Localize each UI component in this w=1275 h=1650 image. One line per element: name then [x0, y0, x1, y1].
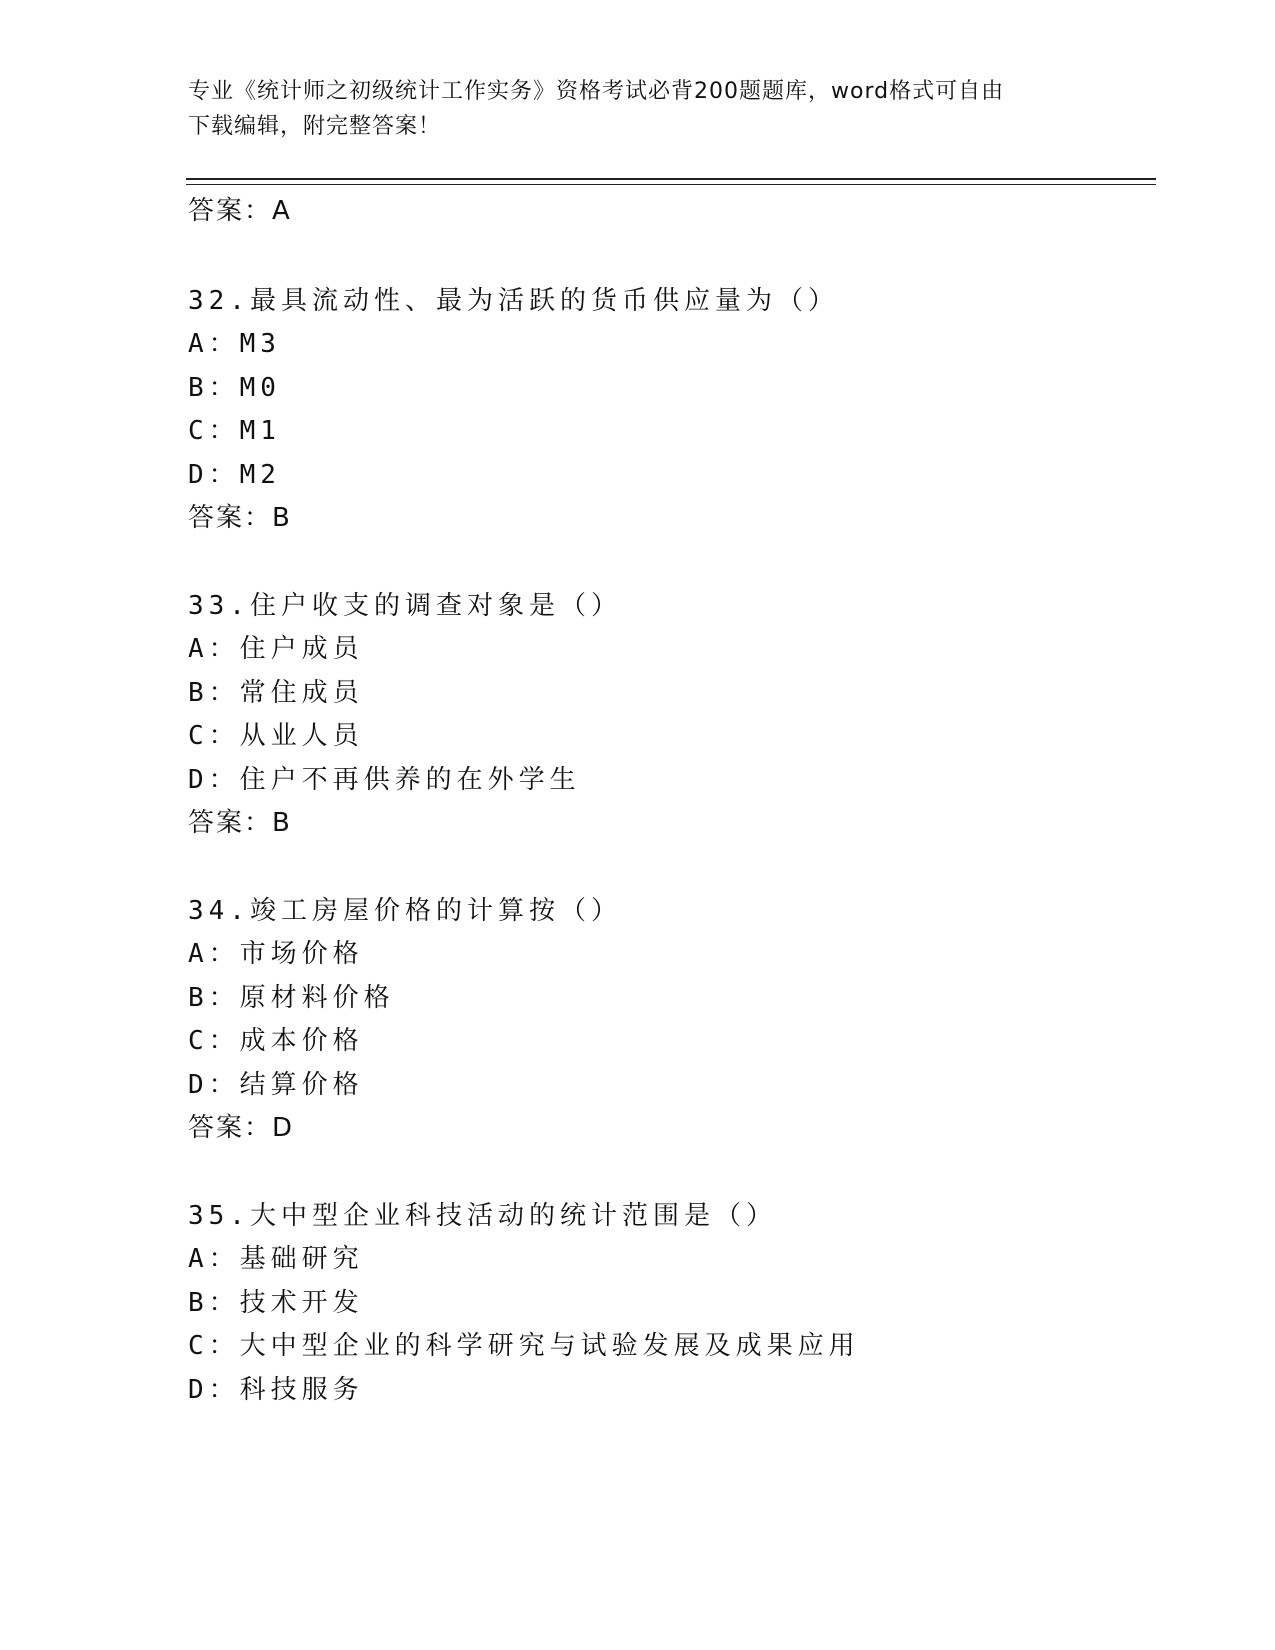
- question-35-option-d: D：科技服务: [188, 1375, 364, 1405]
- answer-34: 答案：D: [188, 1113, 295, 1143]
- question-35-option-b: B：技术开发: [188, 1288, 364, 1318]
- header-divider-thick: [186, 178, 1156, 180]
- question-33-option-b: B：常住成员: [188, 678, 364, 708]
- answer-33: 答案：B: [188, 808, 292, 838]
- header-line-1: 专业《统计师之初级统计工作实务》资格考试必背200题题库，word格式可自由: [188, 79, 1005, 104]
- question-32-option-b: B：M0: [188, 373, 281, 403]
- question-35: 35.大中型企业科技活动的统计范围是（）: [188, 1201, 777, 1231]
- question-35-option-c: C：大中型企业的科学研究与试验发展及成果应用: [188, 1331, 860, 1361]
- answer-32: 答案：B: [188, 503, 292, 533]
- header-divider-thin: [186, 184, 1156, 185]
- question-34: 34.竣工房屋价格的计算按（）: [188, 896, 622, 926]
- question-34-option-c: C：成本价格: [188, 1026, 364, 1056]
- question-34-option-b: B：原材料价格: [188, 983, 395, 1013]
- question-33-option-c: C：从业人员: [188, 721, 364, 751]
- header-line-2: 下载编辑，附完整答案！: [188, 114, 442, 139]
- question-33-option-a: A：住户成员: [188, 634, 364, 664]
- question-33: 33.住户收支的调查对象是（）: [188, 591, 622, 621]
- question-32-option-a: A：M3: [188, 329, 281, 359]
- document-header: [188, 74, 1088, 144]
- answer-31: 答案：A: [188, 196, 292, 226]
- question-34-option-d: D：结算价格: [188, 1070, 364, 1100]
- question-33-option-d: D：住户不再供养的在外学生: [188, 765, 581, 795]
- question-35-option-a: A：基础研究: [188, 1244, 364, 1274]
- question-32-option-c: C：M1: [188, 416, 281, 446]
- question-32-option-d: D：M2: [188, 460, 281, 490]
- question-34-option-a: A：市场价格: [188, 939, 364, 969]
- question-32: 32.最具流动性、最为活跃的货币供应量为（）: [188, 286, 839, 316]
